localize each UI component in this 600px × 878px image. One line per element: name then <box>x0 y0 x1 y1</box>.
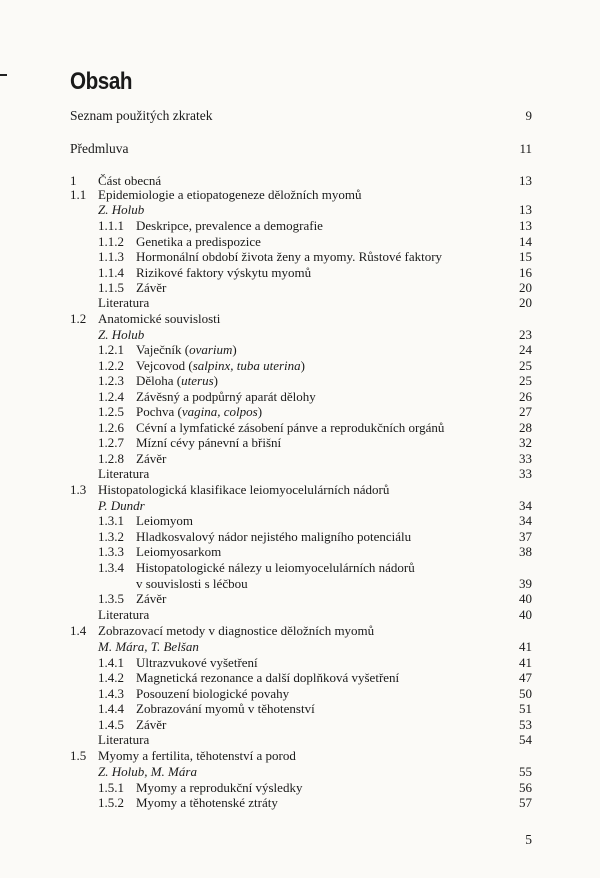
toc-entry-number: 1.2.4 <box>98 389 124 404</box>
toc-entry <box>0 560 600 576</box>
toc-entry-title: Literatura <box>98 295 150 310</box>
toc-entry-title: Závěr <box>136 280 167 295</box>
toc-entry-page: 20 <box>519 280 532 295</box>
toc-entry-page: 41 <box>519 655 532 670</box>
toc-entry-page: 40 <box>519 607 532 622</box>
page-title: Obsah <box>70 68 133 95</box>
toc-entry-number: 1.2.1 <box>98 342 124 357</box>
toc-entry-number: 1.5.2 <box>98 795 124 810</box>
toc-entry <box>0 544 600 560</box>
toc-entry <box>0 498 600 514</box>
toc-entry-title: Epidemiologie a etiopatogeneze děložních myomů <box>98 187 362 202</box>
toc-entry-page: 54 <box>519 732 532 747</box>
toc-entry-title: Vaječník (ovarium) <box>136 342 237 357</box>
toc-entry-title: Leiomyosarkom <box>136 544 222 559</box>
toc-entry <box>0 187 600 203</box>
toc-entry <box>0 358 600 374</box>
toc-entry <box>0 639 600 655</box>
toc-entry-number: 1.3.3 <box>98 544 124 559</box>
toc-entry-title: Ultrazvukové vyšetření <box>136 655 258 670</box>
toc-entry-title: Hormonální období života ženy a myomy. Růstové faktory <box>136 249 443 264</box>
toc-entry-page: 28 <box>519 420 532 435</box>
toc-entry-page: 26 <box>519 389 532 404</box>
toc-entry-title: Mízní cévy pánevní a břišní <box>136 435 282 450</box>
toc-entry-title: Literatura <box>98 466 150 481</box>
toc-entry-title: Leiomyom <box>136 513 194 528</box>
toc-entry-page: 11 <box>519 141 532 156</box>
toc-entry <box>0 655 600 671</box>
toc-entry-number: 1.5 <box>70 748 87 763</box>
page-number: 5 <box>525 832 532 847</box>
toc-entry-number: 1.1.3 <box>98 249 124 264</box>
toc-entry <box>0 311 600 327</box>
toc-entry <box>0 108 600 124</box>
toc-entry-title: Závěr <box>136 451 167 466</box>
toc-entry-page: 27 <box>519 404 532 419</box>
toc-entry-page: 13 <box>519 218 532 233</box>
toc-entry-title: Pochva (vagina, colpos) <box>136 404 263 419</box>
toc-entry <box>0 529 600 545</box>
toc-entry <box>0 623 600 639</box>
toc-entry <box>0 373 600 389</box>
toc-entry-number: 1.4.1 <box>98 655 124 670</box>
toc-entry <box>0 218 600 234</box>
toc-entry-title: Závěr <box>136 717 167 732</box>
toc-entry <box>0 451 600 467</box>
toc-entry <box>0 607 600 623</box>
toc-entry-title: Histopatologické nálezy u leiomyocelulárních nádorů <box>136 560 415 575</box>
toc-entry-page: 33 <box>519 466 532 481</box>
toc-entry-number: 1.1.5 <box>98 280 124 295</box>
toc-entry <box>0 295 600 311</box>
toc-entry <box>0 576 600 592</box>
toc-entry-number: 1 <box>70 173 77 188</box>
toc-entry-number: 1.3.5 <box>98 591 124 606</box>
toc-entry-number: 1.3.2 <box>98 529 124 544</box>
toc-entry-title: Zobrazování myomů v těhotenství <box>136 701 315 716</box>
toc-entry-page: 41 <box>519 639 532 654</box>
toc-entry-page: 32 <box>519 435 532 450</box>
toc-entry-author: M. Mára, T. Belšan <box>98 639 199 654</box>
toc-entry-page: 40 <box>519 591 532 606</box>
toc-entry-page: 20 <box>519 295 532 310</box>
toc-entry-title: Děloha (uterus) <box>136 373 218 388</box>
toc-entry <box>0 686 600 702</box>
toc-entry-title: Závěr <box>136 591 167 606</box>
toc-entry-title: Předmluva <box>70 141 129 156</box>
toc-entry-title: Magnetická rezonance a další doplňková vyšetření <box>136 670 400 685</box>
toc-entry-number: 1.1.1 <box>98 218 124 233</box>
toc-entry <box>0 389 600 405</box>
toc-entry-page: 34 <box>519 498 532 513</box>
toc-entry-title: Část obecná <box>98 173 162 188</box>
toc-entry <box>0 780 600 796</box>
toc-entry-title: Zobrazovací metody v diagnostice děložních myomů <box>98 623 375 638</box>
toc-entry-page: 47 <box>519 670 532 685</box>
toc-entry-number: 1.4.3 <box>98 686 124 701</box>
toc-entry <box>0 482 600 498</box>
toc-entry-page: 25 <box>519 373 532 388</box>
toc-entry-number: 1.1.4 <box>98 265 124 280</box>
toc-entry-number: 1.1.2 <box>98 234 124 249</box>
toc-entry-page: 38 <box>519 544 532 559</box>
toc-entry <box>0 202 600 218</box>
toc-entry-title: Hladkosvalový nádor nejistého maligního potenciálu <box>136 529 412 544</box>
toc-entry-number: 1.4.4 <box>98 701 124 716</box>
toc-entry-number: 1.2.3 <box>98 373 124 388</box>
toc-entry-title: Literatura <box>98 732 150 747</box>
toc-entry-number: 1.3.1 <box>98 513 124 528</box>
toc-entry-page: 9 <box>525 108 532 123</box>
toc-entry-page: 13 <box>519 173 532 188</box>
toc-entry <box>0 701 600 717</box>
toc-entry-number: 1.4.5 <box>98 717 124 732</box>
toc-entry-number: 1.2.2 <box>98 358 124 373</box>
toc-entry-page: 51 <box>519 701 532 716</box>
toc-entry-title: Myomy a fertilita, těhotenství a porod <box>98 748 296 763</box>
toc-entry-number: 1.5.1 <box>98 780 124 795</box>
toc-entry-page: 34 <box>519 513 532 528</box>
toc-entry-title: Histopatologická klasifikace leiomyocelulárních nádorů <box>98 482 390 497</box>
toc-entry <box>0 327 600 343</box>
toc-entry <box>0 420 600 436</box>
toc-entry-page: 16 <box>519 265 532 280</box>
toc-entry-title: Seznam použitých zkratek <box>70 108 213 123</box>
toc-entry-author: Z. Holub <box>98 202 145 217</box>
toc-entry-title: Rizikové faktory výskytu myomů <box>136 265 312 280</box>
toc-entry-number: 1.2.5 <box>98 404 124 419</box>
toc-entry-title: Posouzení biologické povahy <box>136 686 290 701</box>
toc-entry-number: 1.1 <box>70 187 87 202</box>
toc-entry <box>0 280 600 296</box>
toc-entry-page: 23 <box>519 327 532 342</box>
toc-entry <box>0 404 600 420</box>
toc-entry-number: 1.2.7 <box>98 435 124 450</box>
toc-entry <box>0 342 600 358</box>
toc-entry-title: Myomy a reprodukční výsledky <box>136 780 303 795</box>
toc-entry-title: Závěsný a podpůrný aparát dělohy <box>136 389 316 404</box>
toc-entry <box>0 141 600 157</box>
toc-entry-title: Vejcovod (salpinx, tuba uterina) <box>136 358 305 373</box>
toc-entry-author: Z. Holub, M. Mára <box>98 764 197 779</box>
toc-entry-page: 37 <box>519 529 532 544</box>
toc-entry-title: Deskripce, prevalence a demografie <box>136 218 323 233</box>
toc-entry <box>0 435 600 451</box>
toc-entry-page: 24 <box>519 342 532 357</box>
toc-entry-page: 25 <box>519 358 532 373</box>
toc-entry-author: Z. Holub <box>98 327 145 342</box>
toc-entry <box>0 234 600 250</box>
toc-entry <box>0 591 600 607</box>
toc-entry <box>0 249 600 265</box>
toc-entry-page: 15 <box>519 249 532 264</box>
toc-entry-number: 1.2.6 <box>98 420 124 435</box>
toc-entry <box>0 764 600 780</box>
toc-entry-page: 55 <box>519 764 532 779</box>
toc-entry <box>0 466 600 482</box>
toc-entry-page: 14 <box>519 234 532 249</box>
toc-entry <box>0 670 600 686</box>
toc-entry-title: v souvislosti s léčbou <box>136 576 248 591</box>
toc-entry-title: Genetika a predispozice <box>136 234 261 249</box>
toc-entry-number: 1.4.2 <box>98 670 124 685</box>
toc-entry-number: 1.2 <box>70 311 87 326</box>
toc-entry-page: 39 <box>519 576 532 591</box>
toc-entry-number: 1.3 <box>70 482 87 497</box>
toc-entry-page: 50 <box>519 686 532 701</box>
toc-entry-page: 13 <box>519 202 532 217</box>
toc-entry-title: Cévní a lymfatické zásobení pánve a reprodukčních orgánů <box>136 420 445 435</box>
toc-entry <box>0 265 600 281</box>
toc-entry <box>0 717 600 733</box>
toc-entry-title: Myomy a těhotenské ztráty <box>136 795 278 810</box>
toc-entry-author: P. Dundr <box>98 498 145 513</box>
toc-entry <box>0 513 600 529</box>
toc-entry-title: Anatomické souvislosti <box>98 311 221 326</box>
toc-entry-number: 1.2.8 <box>98 451 124 466</box>
toc-entry-number: 1.4 <box>70 623 87 638</box>
toc-entry-page: 33 <box>519 451 532 466</box>
toc-entry <box>0 795 600 811</box>
toc-entry-page: 57 <box>519 795 532 810</box>
toc-entry-page: 53 <box>519 717 532 732</box>
toc-entry-number: 1.3.4 <box>98 560 124 575</box>
toc-entry-title: Literatura <box>98 607 150 622</box>
toc-entry <box>0 748 600 764</box>
toc-entry <box>0 732 600 748</box>
toc-entry-page: 56 <box>519 780 532 795</box>
scan-edge-mark <box>0 74 7 76</box>
